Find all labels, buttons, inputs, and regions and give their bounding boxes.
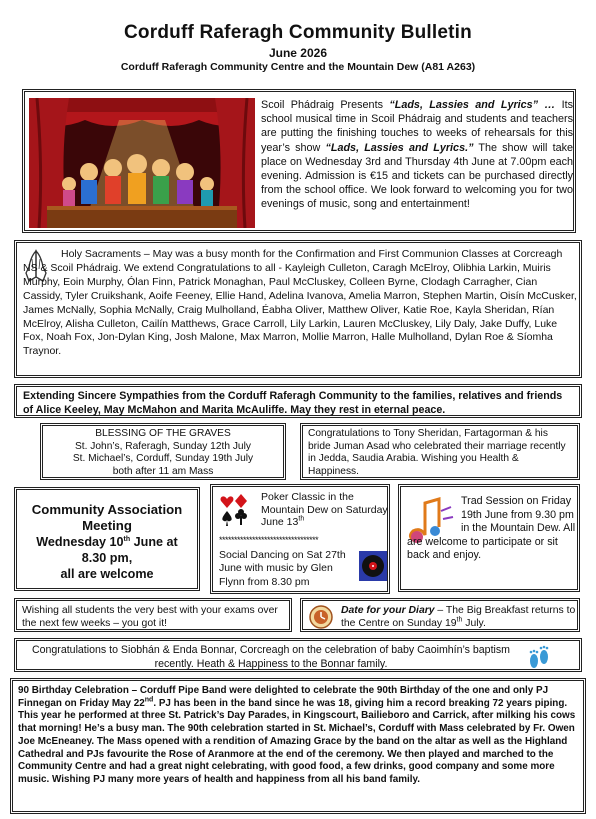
community-line-3 bbox=[17, 534, 197, 550]
musical-body-2: The show will take place on Wednesday 3rd and Thursday 4th June at 7.00pm each evening. Admission is €15 and tickets can be purchased directly from the school office. We look forward to welcoming you for two evenings of music, song and entertainment! bbox=[261, 141, 573, 211]
wedding-notice: Congratulations to Tony Sheridan, Fartagorman & his bride Juman Asad who celebrated their marriage recently in Jedda, Saudia Arabia. Wishing you Health & Happiness. bbox=[300, 423, 580, 480]
graves-line-1: St. John’s, Raferagh, Sunday 12th July bbox=[75, 440, 251, 452]
card-suits-icon bbox=[219, 493, 249, 527]
trad-session-notice bbox=[398, 484, 580, 592]
venue-line: Corduff Raferagh Community Centre and the Mountain Dew (A81 A263) bbox=[120, 61, 476, 73]
musical-notice bbox=[22, 89, 576, 233]
musical-show-title: “Lads, Lassies and Lyrics” … bbox=[389, 99, 556, 111]
star-divider: ********************************* bbox=[219, 535, 319, 545]
vinyl-record-icon bbox=[359, 551, 387, 581]
issue-date: June 2026 bbox=[268, 46, 328, 60]
trad-text-rest: are welcome to participate or sit back and enjoy. bbox=[407, 535, 558, 561]
trad-text bbox=[407, 495, 579, 563]
sacraments-notice bbox=[14, 240, 582, 378]
community-line-4: 8.30 pm, bbox=[81, 551, 133, 565]
sacraments-text: Holy Sacraments – May was a busy month for the Confirmation and First Communion Classes at Corcreagh NS & Scoil Phádraig. We extend Congratulations to all - Kayleigh Culleton, Caragh McElroy, Olibhia Larkin, Muiris Murphy, Eoin Murphy, Ólan Finn, Patrick Monaghan, Paul McCluskey, Colleen Byrne, Clodagh Carragher, Cian Cassidy, Tyler Cruikshank, Aoife Feeney, Ellie Hand, Adelina Ivanova, Amelia Marron, Stephen Martin, Oisín McCusker, James McNally, Sophia McNally, Craig Mulholland, Éabha Oliver, Matthew Oliver, Katie Roe, Kayla Sheridan, Rían McElroy, Alisha Culleton, Cailín Matthews, Grace Carroll, Lily Larkin, Lauren McCluskey, Lily Daly, Jake Duffy, Luke Fox, Noah Fox, Jon-Dylan King, Josh Malone, Max Marron, Mollie Marron, Halle Mulholland, Dylan Roe & Síomha Traynor. bbox=[23, 248, 577, 358]
community-line-2: Meeting bbox=[82, 518, 132, 533]
poker-date-suffix: th bbox=[298, 515, 305, 523]
community-meeting-notice bbox=[14, 487, 200, 591]
musical-body-1: Its school musical time in Scoil Phádraig and students and teachers are putting the finishing touches to weeks of rehearsals for this year’s show bbox=[261, 99, 573, 154]
community-date-suffix: th bbox=[123, 535, 131, 543]
birthday-text-rest: . PJ has been in the band since he was 18, giving him a record breaking 72 years piping. This year he performed at three St. Patrick’s Day Parades, in Kingscourt, Bailieboro and Carrick, after milking his cows that morning! He’s a busy man. The 90th celebration started in St. Michael’s, Corduff with Mass celebrated by Fr. Owen Joe McEneaney. The Mass opened with a rendition of Amazing Grace by the band on the altar as well as the Highland Cathedral and PJs favourite the Rose of Aranmore at the end of the ceremony. We then played and marched to the Community Centre and had a great night celebrating, with good food, a few drinks, good company and some more music. Wishing PJ many more years of health and happiness from all his band family. bbox=[18, 697, 576, 785]
graves-title: BLESSING OF THE GRAVES bbox=[95, 428, 231, 439]
baby-feet-icon bbox=[525, 644, 553, 672]
baptism-text: Congratulations to Siobhán & Enda Bonnar, Corcreagh on the celebration of baby Caoimhín’s baptism recently. Heath & Happiness to the Bonnar family. bbox=[31, 644, 510, 670]
birthday-heading: 90 Birthday Celebration bbox=[18, 685, 129, 696]
musical-intro: Scoil Phádraig Presents bbox=[261, 99, 390, 111]
graves-line-2: St. Michael’s, Corduff, Sunday 19th July bbox=[72, 453, 254, 465]
sympathy-notice: Extending Sincere Sympathies from the Corduff Raferagh Community to the families, relatives and friends of Alice Keeley, May McMahon and Marita McAuliffe. May they rest in eternal peace. bbox=[14, 384, 582, 418]
page-title: Corduff Raferagh Community Bulletin bbox=[124, 22, 472, 43]
community-line-5: all are welcome bbox=[60, 567, 154, 581]
trad-text-indented: Trad Session on Friday 19th June from 9.30 pm in the Mountain Dew. All bbox=[461, 495, 576, 534]
musical-text bbox=[261, 98, 573, 212]
poker-dancing-notice bbox=[210, 484, 390, 594]
graves-blessing-notice bbox=[40, 423, 286, 480]
baptism-notice bbox=[14, 638, 582, 672]
diary-text-main: – The Big Breakfast returns to the Centre on Sunday 19 bbox=[341, 605, 576, 630]
community-date: Wednesday 10 bbox=[36, 535, 124, 549]
exams-notice: Wishing all students the very best with your exams over the next few weeks – you got it! bbox=[14, 598, 292, 632]
community-line-1: Community Association bbox=[31, 502, 183, 517]
bulletin-header bbox=[0, 22, 596, 73]
birthday-notice bbox=[10, 678, 586, 814]
diary-text bbox=[341, 604, 579, 630]
birthday-text-main: – Corduff Pipe Band were delighted to celebrate the 90th Birthday of the one and only PJ Finnegan on Friday May 22 bbox=[18, 685, 549, 709]
diary-date-suffix: th bbox=[456, 616, 463, 624]
clock-icon bbox=[309, 605, 333, 629]
diary-notice bbox=[300, 598, 580, 632]
musical-show-title-2: “Lads, Lassies and Lyrics.” bbox=[325, 141, 474, 154]
diary-text-end: July. bbox=[462, 618, 486, 630]
diary-label: Date for your Diary bbox=[341, 605, 435, 616]
poker-text bbox=[261, 491, 389, 529]
graves-line-3: both after 11 am Mass bbox=[112, 465, 214, 477]
theatre-stage-illustration bbox=[29, 98, 255, 228]
dancing-text: Social Dancing on Sat 27th June with music by Glen Flynn from 8.30 pm bbox=[219, 549, 346, 588]
poker-text-main: Poker Classic in the Mountain Dew on Saturday June 13 bbox=[261, 491, 388, 529]
community-date-rest: June at bbox=[130, 535, 178, 549]
birthday-date-suffix: nd bbox=[144, 696, 154, 704]
